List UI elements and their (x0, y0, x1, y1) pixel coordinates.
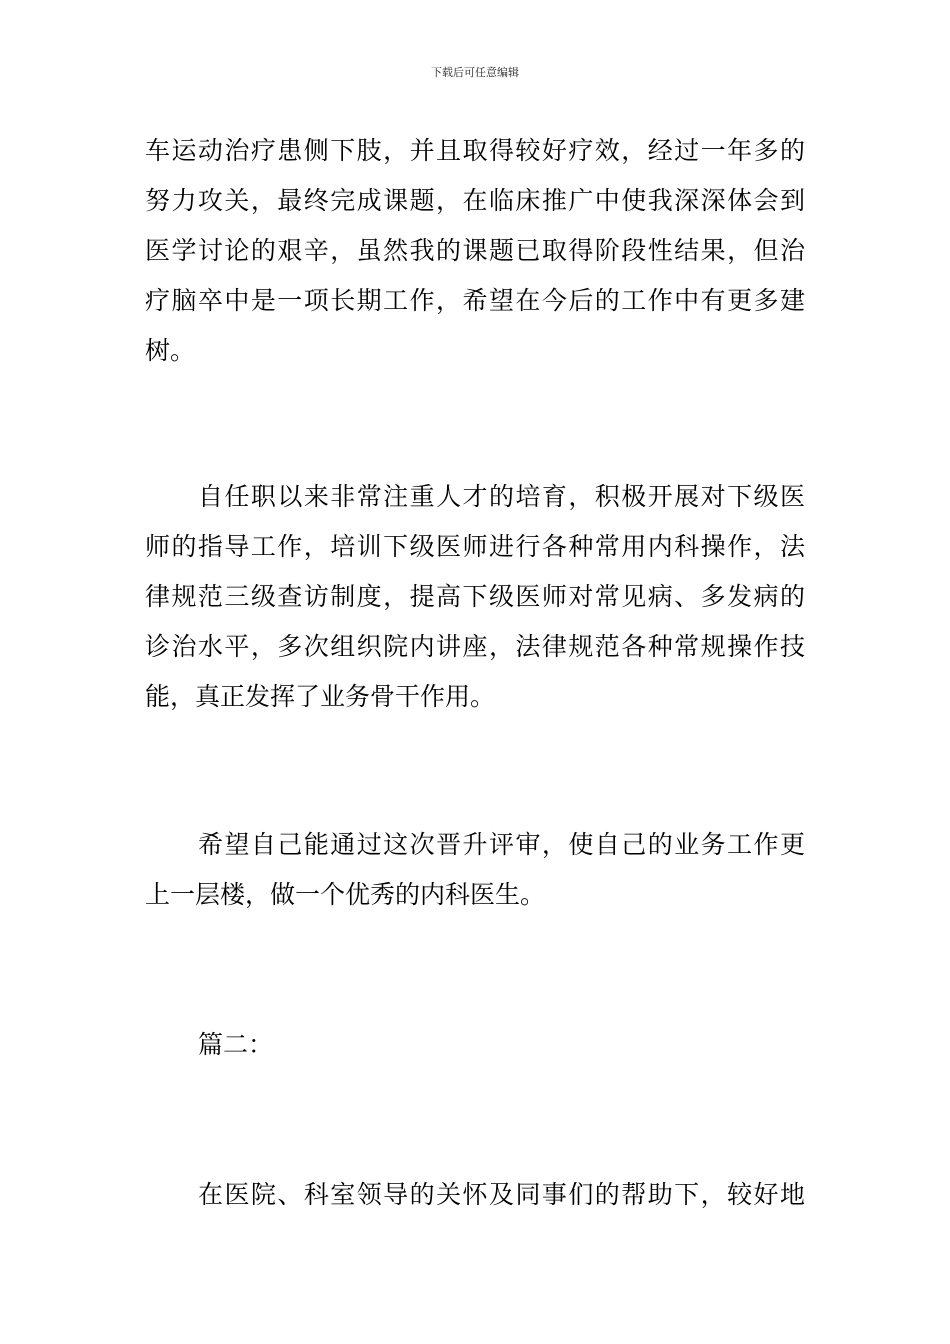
text-line: 篇二： (198, 1030, 274, 1059)
text-line: 希望自己能通过这次晋升评审，使自己的业务工作更 (198, 830, 805, 859)
text-line: 师的指导工作，培训下级医师进行各种常用内科操作，法 (145, 532, 805, 561)
text-line: 在医院、科室领导的关怀及同事们的帮助下，较好地 (198, 1180, 805, 1209)
text-line: 诊治水平，多次组织院内讲座，法律规范各种常规操作技 (145, 632, 805, 661)
page-header: 下载后可任意编辑 (431, 66, 519, 79)
text-line: 医学讨论的艰辛，虽然我的课题已取得阶段性结果，但治 (145, 236, 805, 265)
text-line: 能，真正发挥了业务骨干作用。 (145, 682, 496, 711)
text-line: 上一层楼，做一个优秀的内科医生。 (145, 880, 546, 909)
text-line: 努力攻关，最终完成课题，在临床推广中使我深深体会到 (145, 186, 805, 215)
text-line: 车运动治疗患侧下肢，并且取得较好疗效，经过一年多的 (145, 136, 805, 165)
text-line: 律规范三级查访制度，提高下级医师对常见病、多发病的 (145, 582, 805, 611)
text-line: 自任职以来非常注重人才的培育，积极开展对下级医 (198, 482, 805, 511)
text-line: 疗脑卒中是一项长期工作，希望在今后的工作中有更多建 (145, 286, 805, 315)
text-line: 树。 (145, 336, 196, 365)
